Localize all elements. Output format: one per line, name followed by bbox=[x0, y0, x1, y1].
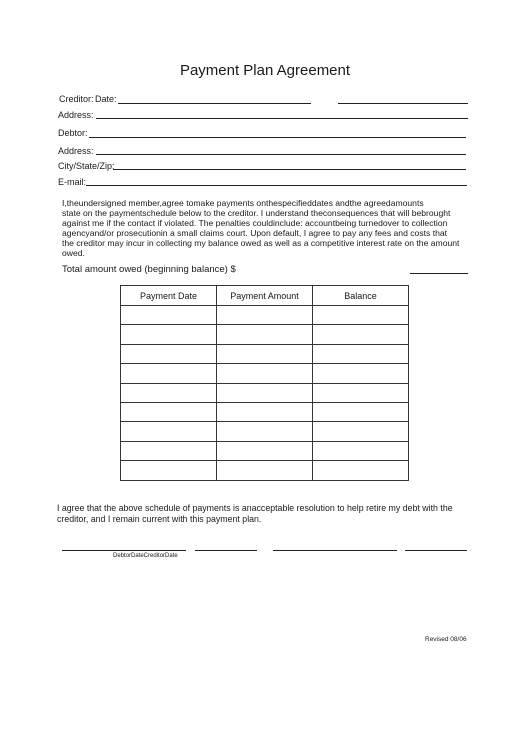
creditor-date-field-line[interactable] bbox=[338, 103, 468, 104]
city-state-zip-label: City/State/Zip: bbox=[58, 161, 115, 171]
table-row bbox=[121, 422, 409, 441]
payment-amount-cell[interactable] bbox=[217, 306, 313, 325]
balance-cell[interactable] bbox=[313, 364, 409, 383]
agreement-line: creditor, and I remain current with this payment plan. bbox=[57, 513, 262, 524]
payment-amount-cell[interactable] bbox=[217, 325, 313, 344]
payment-amount-cell[interactable] bbox=[217, 344, 313, 363]
payment-date-cell[interactable] bbox=[121, 306, 217, 325]
payment-amount-cell[interactable] bbox=[217, 422, 313, 441]
payment-amount-cell[interactable] bbox=[217, 441, 313, 460]
creditor-address-label: Address: bbox=[58, 110, 94, 120]
payment-date-cell[interactable] bbox=[121, 325, 217, 344]
payment-date-cell[interactable] bbox=[121, 364, 217, 383]
creditor-date-line[interactable] bbox=[405, 550, 467, 551]
creditor-date-label: Date: bbox=[95, 94, 117, 104]
revised-date: Revised 08/06 bbox=[425, 636, 467, 643]
creditor-field-line[interactable] bbox=[118, 103, 311, 104]
creditor-label: Creditor: bbox=[59, 94, 94, 104]
table-row bbox=[121, 325, 409, 344]
payment-amount-header: Payment Amount bbox=[217, 286, 313, 306]
balance-cell[interactable] bbox=[313, 306, 409, 325]
table-row bbox=[121, 344, 409, 363]
payment-date-cell[interactable] bbox=[121, 461, 217, 480]
payment-date-cell[interactable] bbox=[121, 402, 217, 421]
agreement-line: I agree that the above schedule of payments is anacceptable resolution to help retire my debt with the bbox=[57, 503, 453, 513]
balance-cell[interactable] bbox=[313, 325, 409, 344]
payment-date-cell[interactable] bbox=[121, 441, 217, 460]
balance-cell[interactable] bbox=[313, 441, 409, 460]
terms-line: against me if the contact if violated. The penalties couldinclude: accountbeing turnedover to collection bbox=[62, 218, 448, 228]
table-row bbox=[121, 306, 409, 325]
debtor-signature-line[interactable] bbox=[62, 550, 186, 551]
terms-paragraph bbox=[62, 198, 472, 258]
balance-header: Balance bbox=[313, 286, 409, 306]
payment-amount-cell[interactable] bbox=[217, 364, 313, 383]
balance-cell[interactable] bbox=[313, 461, 409, 480]
email-label: E-mail: bbox=[58, 177, 87, 187]
terms-line: I,theundersigned member,agree tomake payments onthespecifieddates andthe agreedamounts bbox=[62, 198, 424, 208]
terms-line: owed. bbox=[62, 248, 85, 258]
creditor-address-field-line[interactable] bbox=[96, 118, 468, 119]
total-owed-label: Total amount owed (beginning balance) $ bbox=[62, 264, 236, 275]
payment-amount-cell[interactable] bbox=[217, 402, 313, 421]
table-row bbox=[121, 383, 409, 402]
balance-cell[interactable] bbox=[313, 383, 409, 402]
balance-cell[interactable] bbox=[313, 344, 409, 363]
balance-cell[interactable] bbox=[313, 422, 409, 441]
debtor-field-line[interactable] bbox=[89, 137, 466, 138]
payment-date-cell[interactable] bbox=[121, 344, 217, 363]
debtor-address-label: Address: bbox=[58, 146, 94, 156]
balance-cell[interactable] bbox=[313, 402, 409, 421]
payment-date-cell[interactable] bbox=[121, 383, 217, 402]
debtor-label: Debtor: bbox=[58, 128, 88, 138]
terms-line: the creditor may incur in collecting my balance owed as well as a competitive interest rate on the amount bbox=[62, 238, 460, 248]
payment-date-cell[interactable] bbox=[121, 422, 217, 441]
payment-amount-cell[interactable] bbox=[217, 461, 313, 480]
email-field-line[interactable] bbox=[86, 185, 467, 186]
table-row bbox=[121, 402, 409, 421]
city-state-zip-field-line[interactable] bbox=[113, 169, 466, 170]
terms-line: state on the paymentschedule below to the creditor. I understand theconsequences that will bebrought bbox=[62, 208, 451, 218]
signature-caption: DebtorDateCreditorDate bbox=[113, 553, 178, 559]
terms-line: agencyand/or prosecutionin a small claims court. Upon default, I agree to pay any fees and costs that bbox=[62, 228, 448, 238]
table-row bbox=[121, 461, 409, 480]
table-header-row bbox=[121, 286, 409, 306]
payment-date-header: Payment Date bbox=[121, 286, 217, 306]
debtor-address-field-line[interactable] bbox=[96, 154, 466, 155]
debtor-date-line[interactable] bbox=[195, 550, 257, 551]
table-row bbox=[121, 441, 409, 460]
document-title: Payment Plan Agreement bbox=[179, 62, 351, 79]
total-owed-field-line[interactable] bbox=[410, 273, 468, 274]
creditor-signature-line[interactable] bbox=[273, 550, 397, 551]
agreement-statement bbox=[57, 503, 477, 524]
table-row bbox=[121, 364, 409, 383]
payment-amount-cell[interactable] bbox=[217, 383, 313, 402]
payment-schedule-table bbox=[120, 285, 409, 481]
